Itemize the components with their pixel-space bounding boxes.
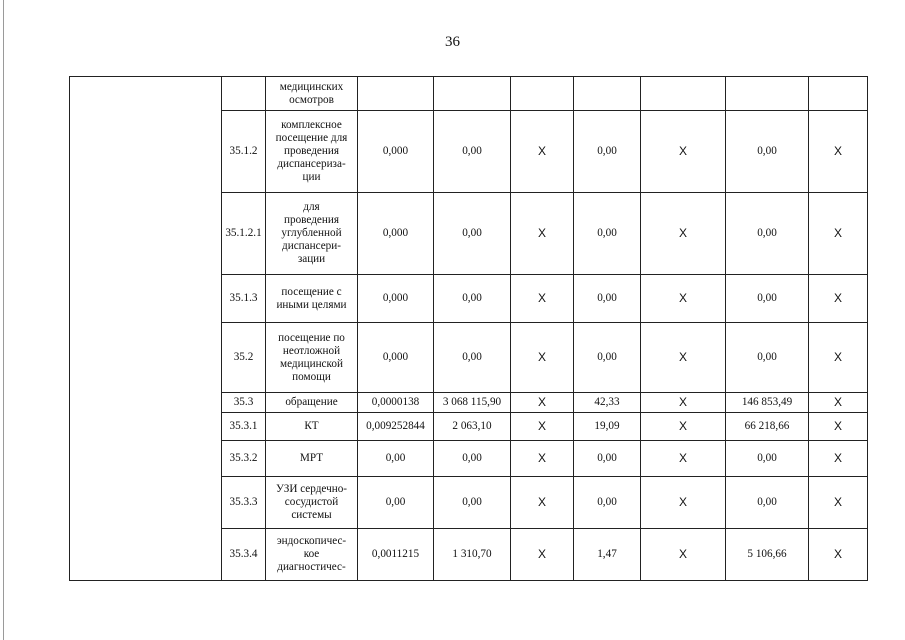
value-col-4: 0,00 <box>574 275 641 323</box>
value-col-2: 0,00 <box>434 441 511 477</box>
value-col-1: 0,009252844 <box>358 413 434 441</box>
value-col-4: 0,00 <box>574 323 641 393</box>
mark-col-5: X <box>641 275 726 323</box>
row-name: для проведения углубленной диспансери- зации <box>266 193 358 275</box>
value-col-6: 0,00 <box>726 275 809 323</box>
value-col-1: 0,000 <box>358 193 434 275</box>
mark-col-5: X <box>641 529 726 581</box>
mark-col-3: X <box>511 413 574 441</box>
row-code: 35.3.1 <box>222 413 266 441</box>
mark-col-3: X <box>511 441 574 477</box>
row-code: 35.1.2 <box>222 111 266 193</box>
row-name: УЗИ сердечно- сосудистой системы <box>266 477 358 529</box>
row-code <box>222 77 266 111</box>
value-col-1: 0,000 <box>358 323 434 393</box>
value-col-4 <box>574 77 641 111</box>
value-col-1: 0,0011215 <box>358 529 434 581</box>
data-table <box>69 76 868 581</box>
mark-col-7: X <box>809 529 868 581</box>
value-col-1 <box>358 77 434 111</box>
value-col-6: 5 106,66 <box>726 529 809 581</box>
mark-col-5: X <box>641 323 726 393</box>
value-col-4: 0,00 <box>574 477 641 529</box>
mark-col-3: X <box>511 529 574 581</box>
value-col-6: 66 218,66 <box>726 413 809 441</box>
value-col-2: 2 063,10 <box>434 413 511 441</box>
mark-col-5: X <box>641 111 726 193</box>
value-col-1: 0,00 <box>358 441 434 477</box>
value-col-6: 146 853,49 <box>726 393 809 413</box>
mark-col-5: X <box>641 193 726 275</box>
value-col-4: 42,33 <box>574 393 641 413</box>
value-col-2: 0,00 <box>434 111 511 193</box>
value-col-4: 0,00 <box>574 441 641 477</box>
row-code: 35.3.3 <box>222 477 266 529</box>
row-name: МРТ <box>266 441 358 477</box>
value-col-2: 1 310,70 <box>434 529 511 581</box>
row-code: 35.3 <box>222 393 266 413</box>
row-name: посещение по неотложной медицинской помощи <box>266 323 358 393</box>
mark-col-7: X <box>809 193 868 275</box>
mark-col-3: X <box>511 477 574 529</box>
value-col-2: 3 068 115,90 <box>434 393 511 413</box>
row-code: 35.3.2 <box>222 441 266 477</box>
mark-col-7: X <box>809 393 868 413</box>
mark-col-7 <box>809 77 868 111</box>
mark-col-3: X <box>511 275 574 323</box>
value-col-2: 0,00 <box>434 477 511 529</box>
value-col-2: 0,00 <box>434 275 511 323</box>
mark-col-5: X <box>641 413 726 441</box>
value-col-1: 0,00 <box>358 477 434 529</box>
row-name: обращение <box>266 393 358 413</box>
mark-col-7: X <box>809 477 868 529</box>
value-col-4: 1,47 <box>574 529 641 581</box>
mark-col-7: X <box>809 323 868 393</box>
value-col-4: 0,00 <box>574 193 641 275</box>
mark-col-5: X <box>641 441 726 477</box>
page-number: 36 <box>445 34 460 50</box>
mark-col-3: X <box>511 193 574 275</box>
row-name: комплексное посещение для проведения диспансериза- ции <box>266 111 358 193</box>
value-col-4: 19,09 <box>574 413 641 441</box>
mark-col-3: X <box>511 393 574 413</box>
row-name: посещение с иными целями <box>266 275 358 323</box>
mark-col-7: X <box>809 413 868 441</box>
blank-group-cell <box>70 77 222 581</box>
mark-col-7: X <box>809 275 868 323</box>
mark-col-3 <box>511 77 574 111</box>
value-col-1: 0,000 <box>358 111 434 193</box>
value-col-6: 0,00 <box>726 323 809 393</box>
value-col-2 <box>434 77 511 111</box>
value-col-2: 0,00 <box>434 193 511 275</box>
row-code: 35.1.2.1 <box>222 193 266 275</box>
value-col-1: 0,000 <box>358 275 434 323</box>
mark-col-3: X <box>511 323 574 393</box>
row-name: медицинских осмотров <box>266 77 358 111</box>
row-code: 35.1.3 <box>222 275 266 323</box>
value-col-6: 0,00 <box>726 477 809 529</box>
row-name: КТ <box>266 413 358 441</box>
value-col-4: 0,00 <box>574 111 641 193</box>
table-row <box>70 77 868 111</box>
mark-col-5: X <box>641 477 726 529</box>
mark-col-3: X <box>511 111 574 193</box>
value-col-6: 0,00 <box>726 441 809 477</box>
row-code: 35.3.4 <box>222 529 266 581</box>
mark-col-7: X <box>809 111 868 193</box>
scan-edge-line <box>3 0 4 640</box>
row-code: 35.2 <box>222 323 266 393</box>
value-col-6: 0,00 <box>726 193 809 275</box>
row-name: эндоскопичес- кое диагностичес- <box>266 529 358 581</box>
value-col-1: 0,0000138 <box>358 393 434 413</box>
value-col-6: 0,00 <box>726 111 809 193</box>
mark-col-7: X <box>809 441 868 477</box>
mark-col-5 <box>641 77 726 111</box>
value-col-6 <box>726 77 809 111</box>
value-col-2: 0,00 <box>434 323 511 393</box>
mark-col-5: X <box>641 393 726 413</box>
